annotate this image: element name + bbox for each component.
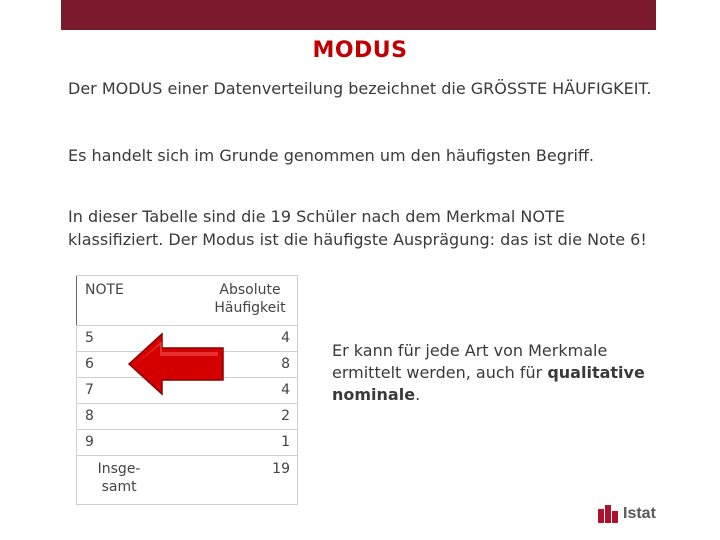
slide-title: MODUS	[312, 38, 408, 63]
total-label-cell	[77, 456, 162, 505]
note-cell: 8	[77, 404, 162, 430]
paragraph-example: In dieser Tabelle sind die 19 Schüler nach dem Merkmal NOTE klassifiziert. Der Modus ist die häufigste Ausprägung: das ist die Note 6!	[68, 207, 647, 249]
note-cell: 9	[77, 430, 162, 456]
side-note-end: .	[415, 385, 421, 404]
note-cell: 5	[77, 326, 162, 352]
istat-logo	[598, 504, 656, 524]
paragraph-definition: Der MODUS einer Datenverteilung bezeichnet die GRÖSSTE HÄUFIGKEIT.	[68, 79, 652, 98]
side-note	[332, 340, 662, 406]
frequency-cell: 4	[161, 378, 297, 404]
total-value-cell: 19	[161, 456, 297, 505]
istat-logo-icon	[598, 505, 620, 523]
frequency-cell: 8	[161, 352, 297, 378]
paragraph-explanation: Es handelt sich im Grunde genommen um den häufigsten Begriff.	[68, 146, 595, 165]
total-label: Insge-samt	[97, 461, 141, 495]
logo-text: Istat	[623, 505, 656, 522]
table-total-row	[77, 456, 298, 505]
note-cell: 7	[77, 378, 162, 404]
table-row	[77, 430, 298, 456]
frequency-cell: 1	[161, 430, 297, 456]
header-absolute-frequency-label: Absolute Häufigkeit	[214, 282, 286, 316]
header-note: NOTE	[77, 276, 162, 326]
side-note-text: Er kann für jede Art von Merkmale ermittelt werden, auch für	[332, 341, 608, 382]
table-row	[77, 404, 298, 430]
header-absolute-frequency	[161, 276, 297, 326]
header-accent-bar	[61, 0, 656, 30]
red-arrow-left-icon	[126, 332, 226, 396]
side-note-emphasis: qualitative nominale	[332, 363, 645, 404]
frequency-cell: 4	[161, 326, 297, 352]
frequency-cell: 2	[161, 404, 297, 430]
table-header-row	[77, 276, 298, 326]
note-cell: 6	[77, 352, 162, 378]
